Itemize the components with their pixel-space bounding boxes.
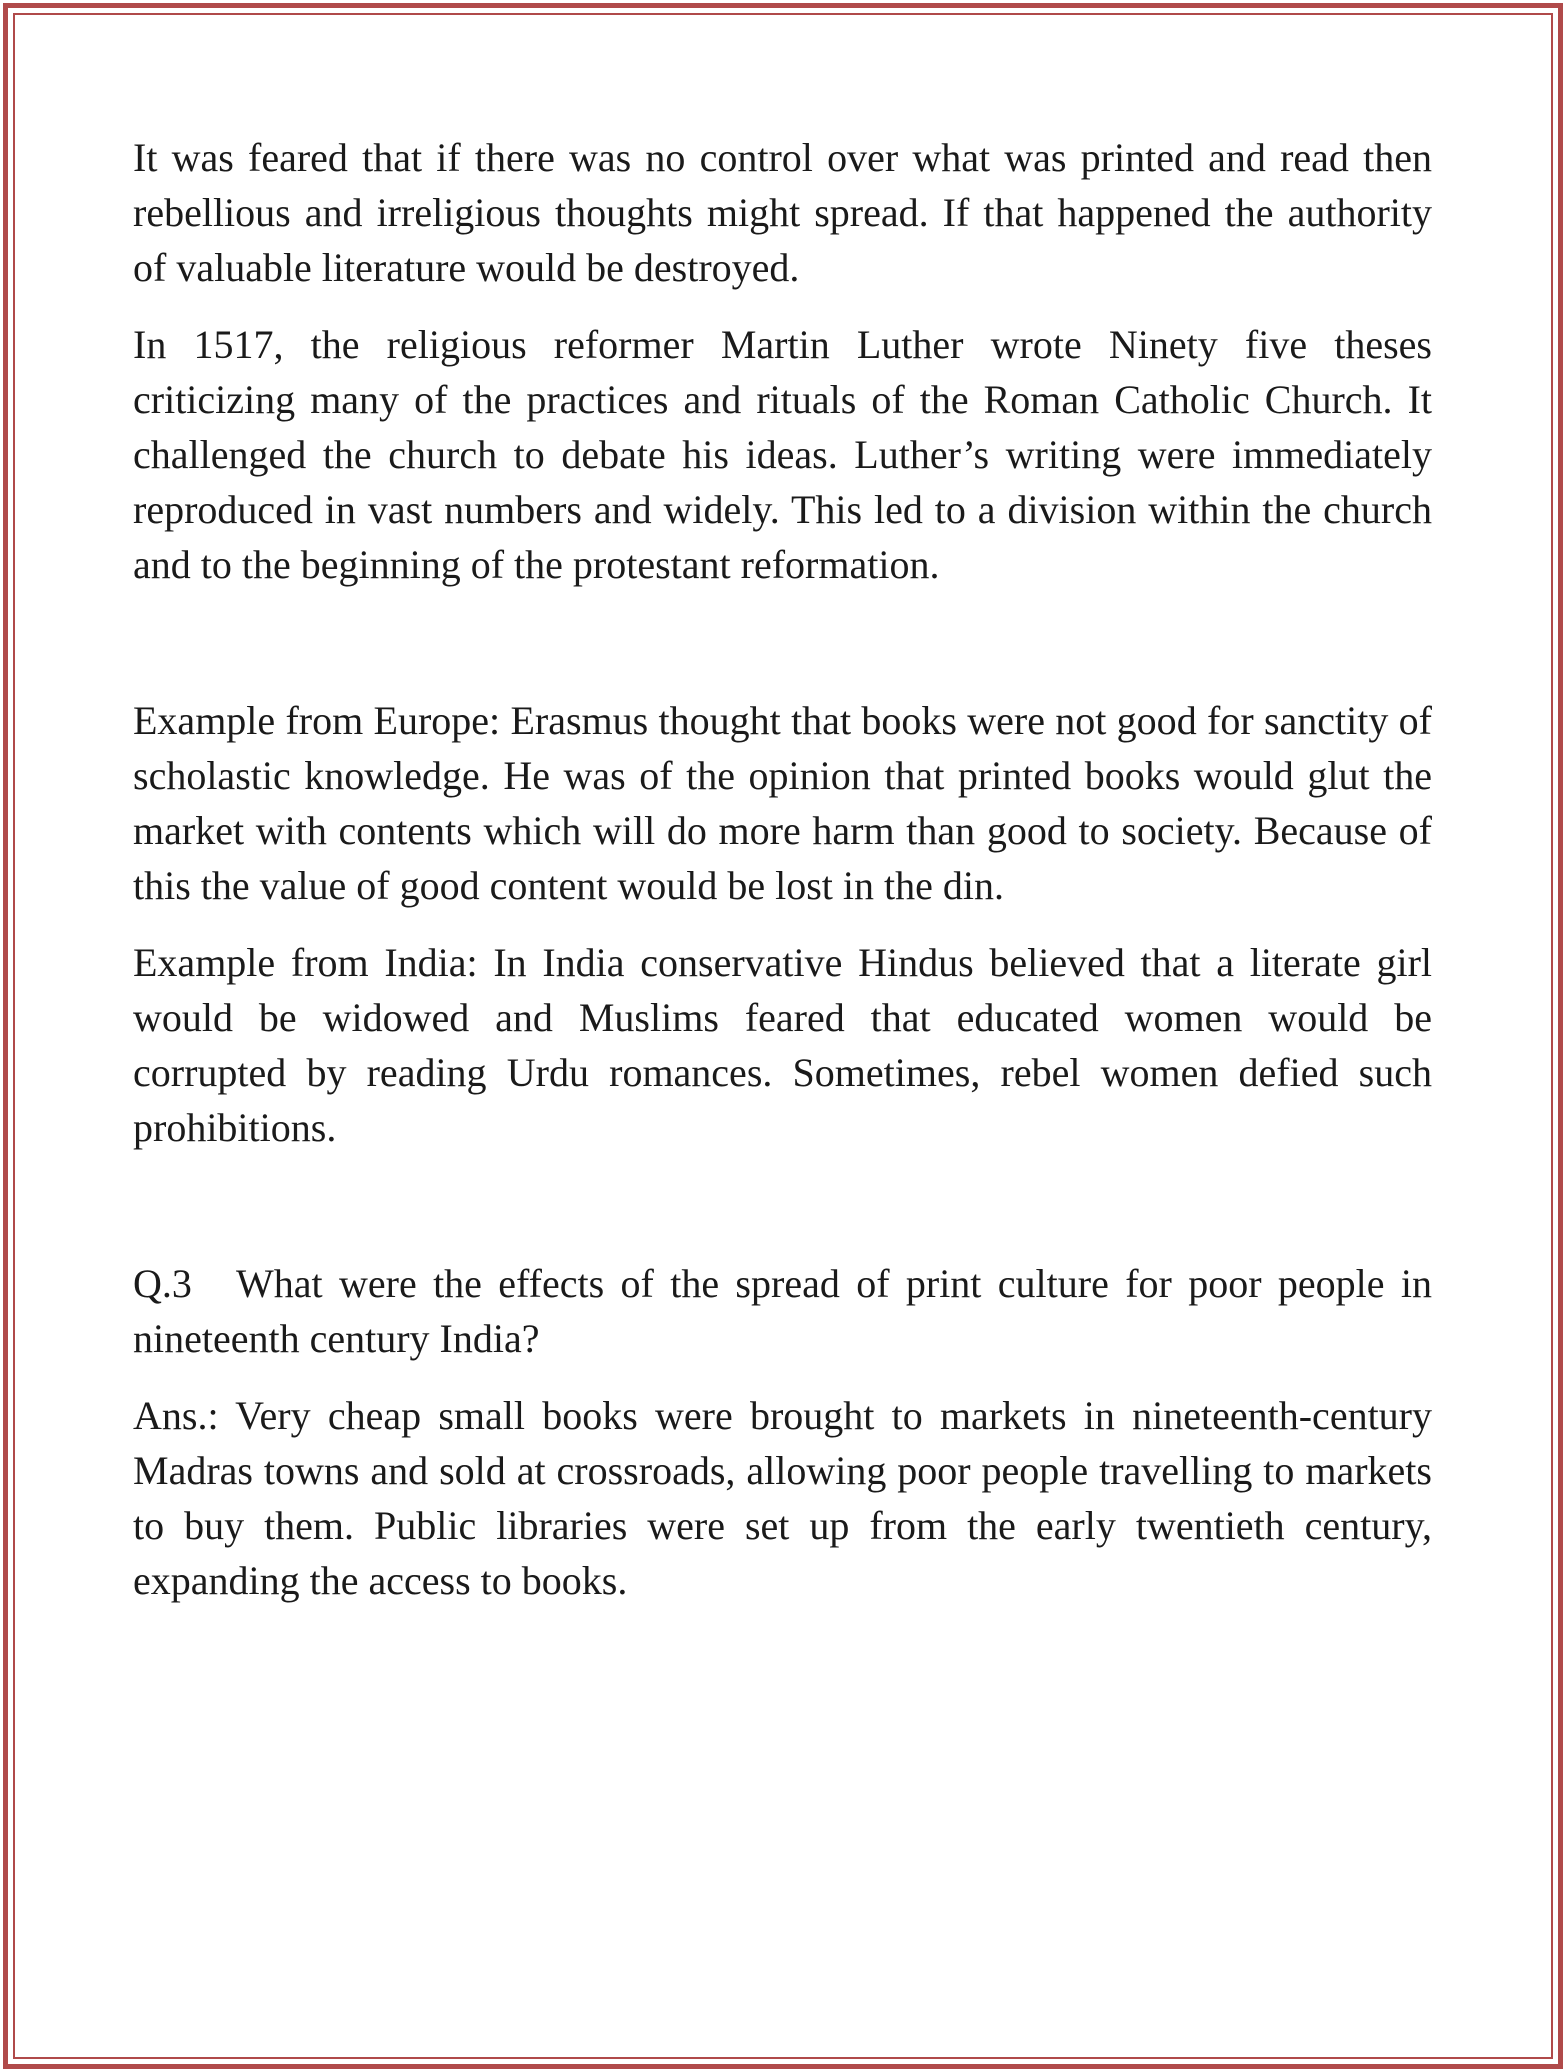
paragraph-martin-luther: In 1517, the religious reformer Martin Luther wrote Ninety five theses criticizing many of the practices and rituals of the Roman Catholic Church. It challenged the church to debate his ideas. Luther’s writing were immediately reproduced in vast numbers and widely. This led to a division within the church and to the beginning of the protestant reformation. <box>133 322 1432 587</box>
paragraph-example-europe: Example from Europe: Erasmus thought that books were not good for sanctity of scholastic knowledge. He was of the opinion that printed books would glut the market with contents which will do more harm than good to society. Because of this the value of good content would be lost in the din. <box>133 698 1432 908</box>
question-text: What were the effects of the spread of print culture for poor people in nineteenth century India? <box>133 1261 1432 1361</box>
answer-3: Ans.: Very cheap small books were brought to markets in nineteenth-century Madras towns and sold at crossroads, allowing poor people travelling to markets to buy them. Public libraries were set up from the early twentieth century, expanding the access to books. <box>133 1393 1432 1603</box>
question-number: Q.3 <box>133 1261 192 1306</box>
question-3 <box>133 1256 1432 1366</box>
paragraph-censorship-fear: It was feared that if there was no control over what was printed and read then rebellious and irreligious thoughts might spread. If that happened the authority of valuable literature would be destroyed. <box>133 135 1432 290</box>
paragraph-example-india: Example from India: In India conservative Hindus believed that a literate girl would be widowed and Muslims feared that educated women would be corrupted by reading Urdu romances. Sometimes, rebel women defied such prohibitions. <box>133 940 1432 1150</box>
page-content <box>133 130 1432 1608</box>
